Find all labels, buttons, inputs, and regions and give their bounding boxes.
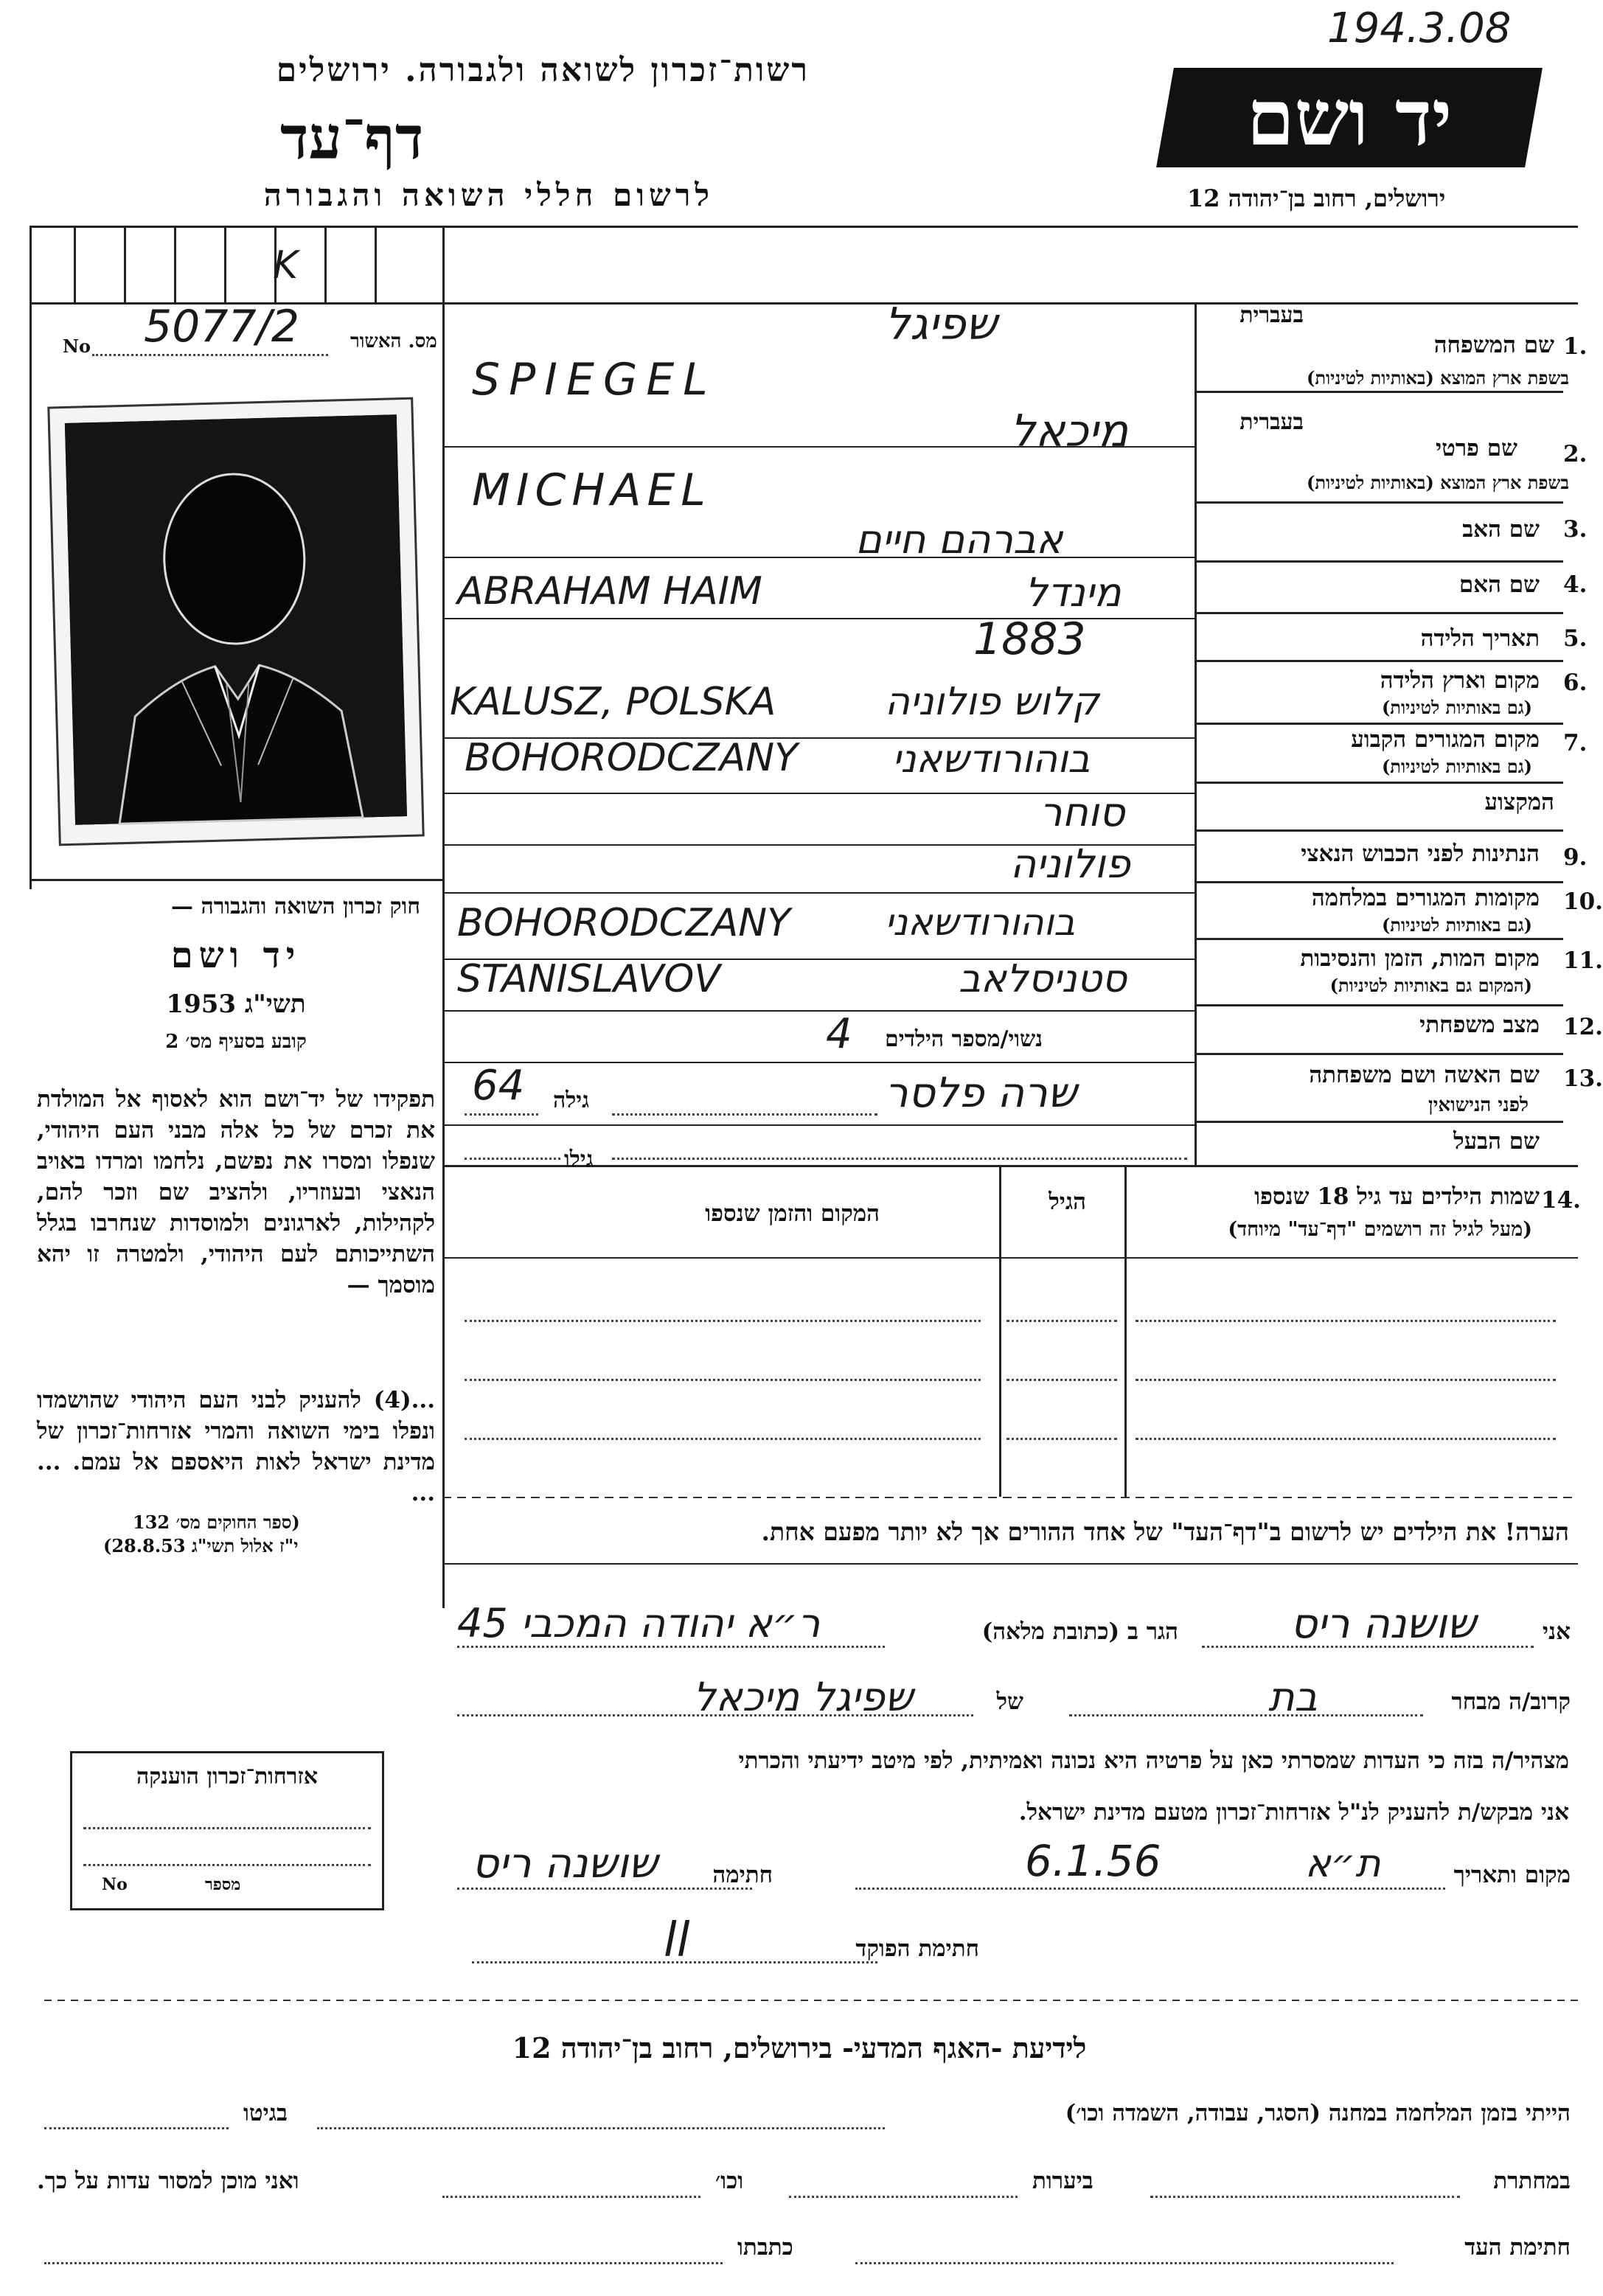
children-note: הערה! את הילדים יש לרשום ב"דף־העד" של אחד ההורים אך לא יותר מפעם אחת. bbox=[761, 1517, 1569, 1546]
field-birthdate-label: תאריך הלידה bbox=[1420, 625, 1540, 652]
field-father-label: שם האב bbox=[1462, 516, 1540, 543]
date-value: 6.1.56 bbox=[1025, 1836, 1161, 1886]
footer-ghetto-label: בגיטו bbox=[243, 2100, 288, 2126]
authority-line: רשות־זכרון לשואה ולגבורה. ירושלים bbox=[276, 52, 810, 89]
birth-date: 1883 bbox=[973, 613, 1086, 665]
war-residence-latin: BOHORODCZANY bbox=[457, 901, 790, 945]
residence-hebrew: בוהורודשאני bbox=[892, 737, 1091, 782]
firstname-latin: MICHAEL bbox=[472, 465, 712, 516]
children-count-label: נשוי/מספר הילדים bbox=[885, 1026, 1043, 1052]
children-table-title: שמות הילדים עד גיל 18 שנספו bbox=[1254, 1183, 1540, 1210]
footer-witness-signature-label: חתימת העד bbox=[1464, 2234, 1571, 2261]
death-place-latin: STANISLAVOV bbox=[457, 957, 720, 1001]
address-value: ר״א יהודה המכבי 45 bbox=[457, 1600, 821, 1646]
form-subtitle: לרשום חללי השואה והגבורה bbox=[263, 177, 714, 213]
victim-photo bbox=[47, 397, 424, 846]
place-date-label: מקום ותאריך bbox=[1453, 1862, 1571, 1888]
official-signature-label: חתימת הפוקד bbox=[855, 1935, 979, 1962]
law-text-2: ...(4) להעניק לבני העם היהודי שהושמדו ונפלו בימי השואה והמרי אזרחות־זכרון של מדינת ישראל לאות היאספם אל עמם. ... ... bbox=[37, 1387, 435, 1506]
cert-number-label: מספר bbox=[205, 1875, 241, 1894]
footer-underground-label: במחתרת bbox=[1493, 2168, 1571, 2194]
of-label: של bbox=[996, 1688, 1023, 1715]
law-ref: (ספר החוקים מס׳ 132 bbox=[133, 1511, 300, 1533]
profession-value: סוחר bbox=[1040, 789, 1125, 835]
birthplace-latin: KALUSZ, POLSKA bbox=[450, 680, 776, 724]
declarant-i-label: אני bbox=[1542, 1618, 1571, 1645]
portrait-icon bbox=[65, 414, 407, 825]
of-value: שפיגל מיכאל bbox=[693, 1674, 914, 1720]
children-age-column: הגיל bbox=[1049, 1189, 1086, 1215]
husband-age-label: גילו bbox=[564, 1147, 594, 1172]
children-count: 4 bbox=[826, 1010, 852, 1058]
field-husband-label: שם הבעל bbox=[1453, 1128, 1540, 1155]
field-profession-label: המקצוע bbox=[1484, 789, 1554, 815]
relative-label: קרוב/ה מבחר bbox=[1451, 1688, 1571, 1715]
field-wife-label: שם האשה ושם משפחתה bbox=[1309, 1062, 1540, 1088]
form-title: דף־עד bbox=[280, 103, 424, 173]
field-citizenship-label: הנתינות לפני הכבוש הנאצי bbox=[1301, 841, 1540, 867]
law-name: יד ושם bbox=[170, 935, 302, 976]
approval-label: מס. האשור bbox=[350, 330, 437, 352]
footer-testimony-label: ואני מוכן למסור עדות על כך. bbox=[37, 2168, 299, 2194]
field-firstname-label: שם פרטי bbox=[1435, 435, 1517, 462]
field-surname-label: שם המשפחה bbox=[1433, 332, 1554, 358]
field-mother-label: שם האם bbox=[1458, 571, 1540, 598]
law-clause: קובע בסעיף מס׳ 2 bbox=[165, 1031, 307, 1053]
field-birthplace-label: מקום וארץ הלידה bbox=[1380, 667, 1540, 694]
law-title: חוק זכרון השואה והגבורה — bbox=[171, 894, 420, 919]
age-label: גילה bbox=[553, 1088, 590, 1113]
death-place-hebrew: סטניסלאב bbox=[959, 957, 1127, 1001]
place-value: ת״א bbox=[1305, 1842, 1381, 1886]
law-text: תפקידו של יד־ושם הוא לאסוף אל המולדת את זכרם של כל אלה מבני העם היהודי, שנפלו ומסרו את נפשם, נלחמו ומרדו באויב הנאצי ובעוזריו, ולהציב שם וזכר להם, לקהילות, לארגונים ולמוסדות שנחרבו בגלל השתייכותם לעם היהודי, ולמטרה זו יהא מוסמך — bbox=[37, 1086, 435, 1298]
surname-latin: SPIEGEL bbox=[472, 354, 717, 406]
relative-value: בת bbox=[1268, 1674, 1318, 1720]
footer-address-label: כתבתו bbox=[737, 2234, 793, 2261]
address-label: הגר ב (כתובת מלאה) bbox=[981, 1618, 1178, 1645]
field-residence-label: מקום המגורים הקבוע bbox=[1351, 726, 1540, 753]
yad-vashem-logo bbox=[1156, 68, 1543, 167]
ref-number: 194.3.08 bbox=[1327, 4, 1512, 52]
law-year: תשי"ג 1953 bbox=[166, 989, 306, 1019]
father-latin: ABRAHAM HAIM bbox=[457, 569, 762, 613]
law-date: י"ז אלול תשי"ג 28.8.53) bbox=[103, 1535, 299, 1556]
header-address: ירושלים, רחוב בן־יהודה 12 bbox=[1187, 184, 1446, 212]
cert-no-label: No bbox=[102, 1875, 128, 1894]
residence-latin: BOHORODCZANY bbox=[465, 736, 798, 780]
cert-title: אזרחות־זכרון הוענקה bbox=[136, 1764, 319, 1789]
birthplace-hebrew: קלוש פולוניה bbox=[885, 680, 1099, 724]
approval-number: 5077/2 bbox=[144, 301, 300, 352]
official-signature: ll bbox=[664, 1913, 690, 1968]
war-residence-hebrew: בוהורודשאני bbox=[885, 901, 1076, 944]
signature-value: שושנה ריס bbox=[472, 1840, 658, 1888]
footer-etc-label: וכו׳ bbox=[715, 2168, 744, 2194]
signature-label: חתימה bbox=[712, 1862, 773, 1888]
footer-camp-label: הייתי בזמן המלחמה במחנה (הסגר, עבודה, השמדה וכו׳) bbox=[1065, 2100, 1571, 2126]
footer-title: לידיעת -האגף המדעי- בירושלים, רחוב בן־יהודה 12 bbox=[512, 2031, 1087, 2064]
father-hebrew: אברהם חיים bbox=[855, 516, 1063, 563]
children-place-column: המקום והזמן שנספו bbox=[705, 1200, 880, 1227]
field-marital-label: מצב משפחתי bbox=[1419, 1012, 1540, 1038]
wife-name: שרה פלסר bbox=[885, 1069, 1077, 1117]
approval-no-label: No bbox=[63, 335, 91, 357]
field-death-label: מקום המות, הזמן והנסיבות bbox=[1300, 945, 1540, 972]
logo-text: יד ושם bbox=[1246, 72, 1453, 163]
surname-hebrew: שפיגל bbox=[885, 299, 998, 350]
mother-hebrew: מינדל bbox=[1025, 569, 1122, 616]
declaration-statement: מצהיר/ה בזה כי העדות שמסרתי כאן על פרטיה היא נכונה ואמיתית, לפי מיטב ידיעתי והכרתי bbox=[738, 1747, 1569, 1774]
declaration-request: אני מבקש/ת להעניק לנ"ל אזרחות־זכרון מטעם מדינת ישראל. bbox=[1018, 1799, 1569, 1826]
age-value: 64 bbox=[472, 1062, 525, 1110]
field-war-residence-label: מקומות המגורים במלחמה bbox=[1311, 885, 1540, 911]
firstname-hebrew: מיכאל bbox=[1010, 406, 1129, 457]
declarant-name: שושנה ריס bbox=[1290, 1600, 1476, 1648]
citizenship-value: פולוניה bbox=[1010, 841, 1130, 887]
memorial-citizenship-box bbox=[70, 1751, 384, 1910]
footer-forests-label: ביערות bbox=[1032, 2168, 1093, 2194]
row-mark: K bbox=[273, 243, 299, 288]
